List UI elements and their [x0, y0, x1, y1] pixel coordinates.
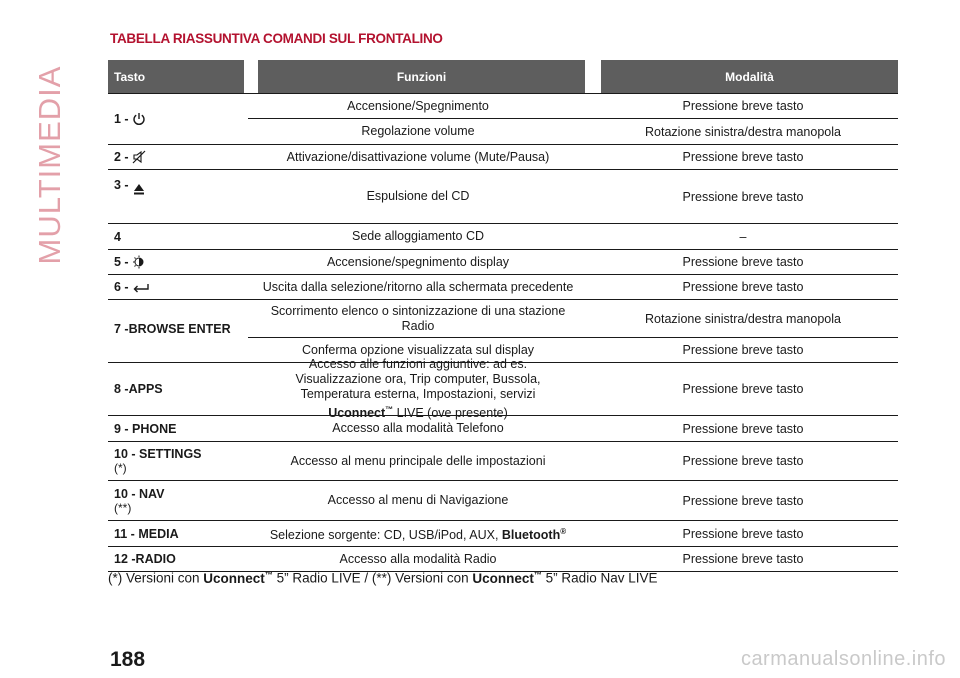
- table-row: [108, 300, 898, 363]
- mode-text: Pressione breve tasto: [682, 150, 804, 164]
- key-label: 10 - NAV: [114, 486, 165, 501]
- table-row: [108, 250, 898, 275]
- footnote-ref: (**): [114, 500, 132, 515]
- function-text: Conferma opzione visualizzata sul display: [301, 342, 535, 357]
- function-text: Attivazione/disattivazione volume (Mute/Pausa): [286, 149, 550, 164]
- table-row: [108, 275, 898, 300]
- table-row: [108, 170, 898, 224]
- brand-name: Uconnect™: [328, 404, 394, 421]
- table-row: [108, 416, 898, 442]
- function-text: Accesso al menu principale delle impostazioni: [290, 453, 546, 468]
- key-label: 5 -: [114, 255, 129, 269]
- table-row: [108, 481, 898, 521]
- key-label: 4: [114, 229, 121, 244]
- key-label: 10 - SETTINGS: [114, 447, 202, 461]
- commands-table: [108, 60, 898, 572]
- mode-text: Pressione breve tasto: [682, 280, 804, 294]
- key-label: 2 -: [114, 150, 129, 164]
- function-text: Accesso alla modalità Radio: [339, 551, 497, 566]
- header-modalita: Modalità: [601, 60, 898, 93]
- key-label: 1 -: [114, 112, 129, 126]
- table-header: [108, 60, 898, 93]
- mode-text: Pressione breve tasto: [682, 255, 804, 269]
- table-row: [108, 442, 898, 481]
- mode-text: Pressione breve tasto: [682, 493, 804, 508]
- function-text: Sede alloggiamento CD: [351, 229, 485, 243]
- brand-name: Bluetooth®: [501, 526, 567, 543]
- function-text: Accesso alle funzioni aggiuntive: ad es. Visualizzazione ora, Trip computer, Bussola, Temperatura esterna, Impostazioni, servizi Uconnect™ LIVE (ove presente): [295, 356, 541, 421]
- key-label: 3 -: [114, 178, 129, 192]
- mode-text: Rotazione sinistra/destra manopola: [645, 311, 841, 326]
- section-title: TABELLA RIASSUNTIVA COMANDI SUL FRONTALINO: [110, 31, 443, 46]
- mode-text: Pressione breve tasto: [682, 189, 804, 204]
- key-label: 8 -APPS: [114, 382, 163, 396]
- mode-text: Rotazione sinistra/destra manopola: [645, 124, 841, 139]
- key-label: 7 -BROWSE ENTER: [114, 322, 231, 336]
- mode-text: Pressione breve tasto: [682, 343, 804, 357]
- key-label: 6 -: [114, 280, 129, 294]
- table-row: [108, 145, 898, 170]
- header-funzioni: Funzioni: [258, 60, 585, 93]
- table-footnote: (*) Versioni con Uconnect™ 5” Radio LIVE / (**) Versioni con Uconnect™ 5” Radio Nav LIVE: [108, 570, 658, 586]
- mode-text: Pressione breve tasto: [682, 552, 804, 566]
- mode-text: Pressione breve tasto: [682, 421, 804, 436]
- table-row: [108, 93, 898, 145]
- table-row: [108, 521, 898, 547]
- display-icon: [132, 255, 146, 269]
- brand-name: Uconnect™: [203, 570, 273, 586]
- function-text: Scorrimento elenco o sintonizzazione di una stazione Radio: [270, 303, 566, 333]
- function-text: Accensione/Spegnimento: [347, 98, 489, 113]
- eject-icon: [132, 182, 146, 196]
- key-label: 9 - PHONE: [114, 421, 177, 436]
- table-row: [108, 547, 898, 572]
- function-text: Accesso alla modalità Telefono: [332, 421, 504, 435]
- back-icon: [132, 281, 150, 293]
- function-text: Espulsione del CD: [366, 189, 470, 203]
- function-text: Regolazione volume: [361, 124, 475, 138]
- table-row: [108, 356, 898, 421]
- key-label: 12 -RADIO: [114, 552, 176, 566]
- header-tasto: Tasto: [108, 60, 244, 93]
- mode-text: Pressione breve tasto: [682, 526, 804, 541]
- function-text: Uscita dalla selezione/ritorno alla schermata precedente: [262, 279, 574, 294]
- mode-text: –: [739, 229, 747, 244]
- mode-text: Pressione breve tasto: [682, 99, 804, 113]
- table-row: [108, 224, 898, 250]
- mode-text: Pressione breve tasto: [682, 382, 804, 396]
- mute-icon: [132, 150, 146, 164]
- watermark: carmanualsonline.info: [740, 648, 946, 670]
- function-text: Selezione sorgente: CD, USB/iPod, AUX, Bluetooth®: [269, 526, 567, 543]
- mode-text: Pressione breve tasto: [682, 454, 804, 468]
- footnote-ref: (*): [114, 461, 127, 475]
- brand-name: Uconnect™: [472, 570, 542, 586]
- key-label: 11 - MEDIA: [114, 526, 179, 541]
- page-number: 188: [110, 648, 146, 671]
- power-icon: [132, 112, 146, 126]
- side-section-label: MULTIMEDIA: [32, 65, 67, 265]
- function-text: Accesso al menu di Navigazione: [327, 493, 509, 507]
- function-text: Accensione/spegnimento display: [326, 254, 510, 269]
